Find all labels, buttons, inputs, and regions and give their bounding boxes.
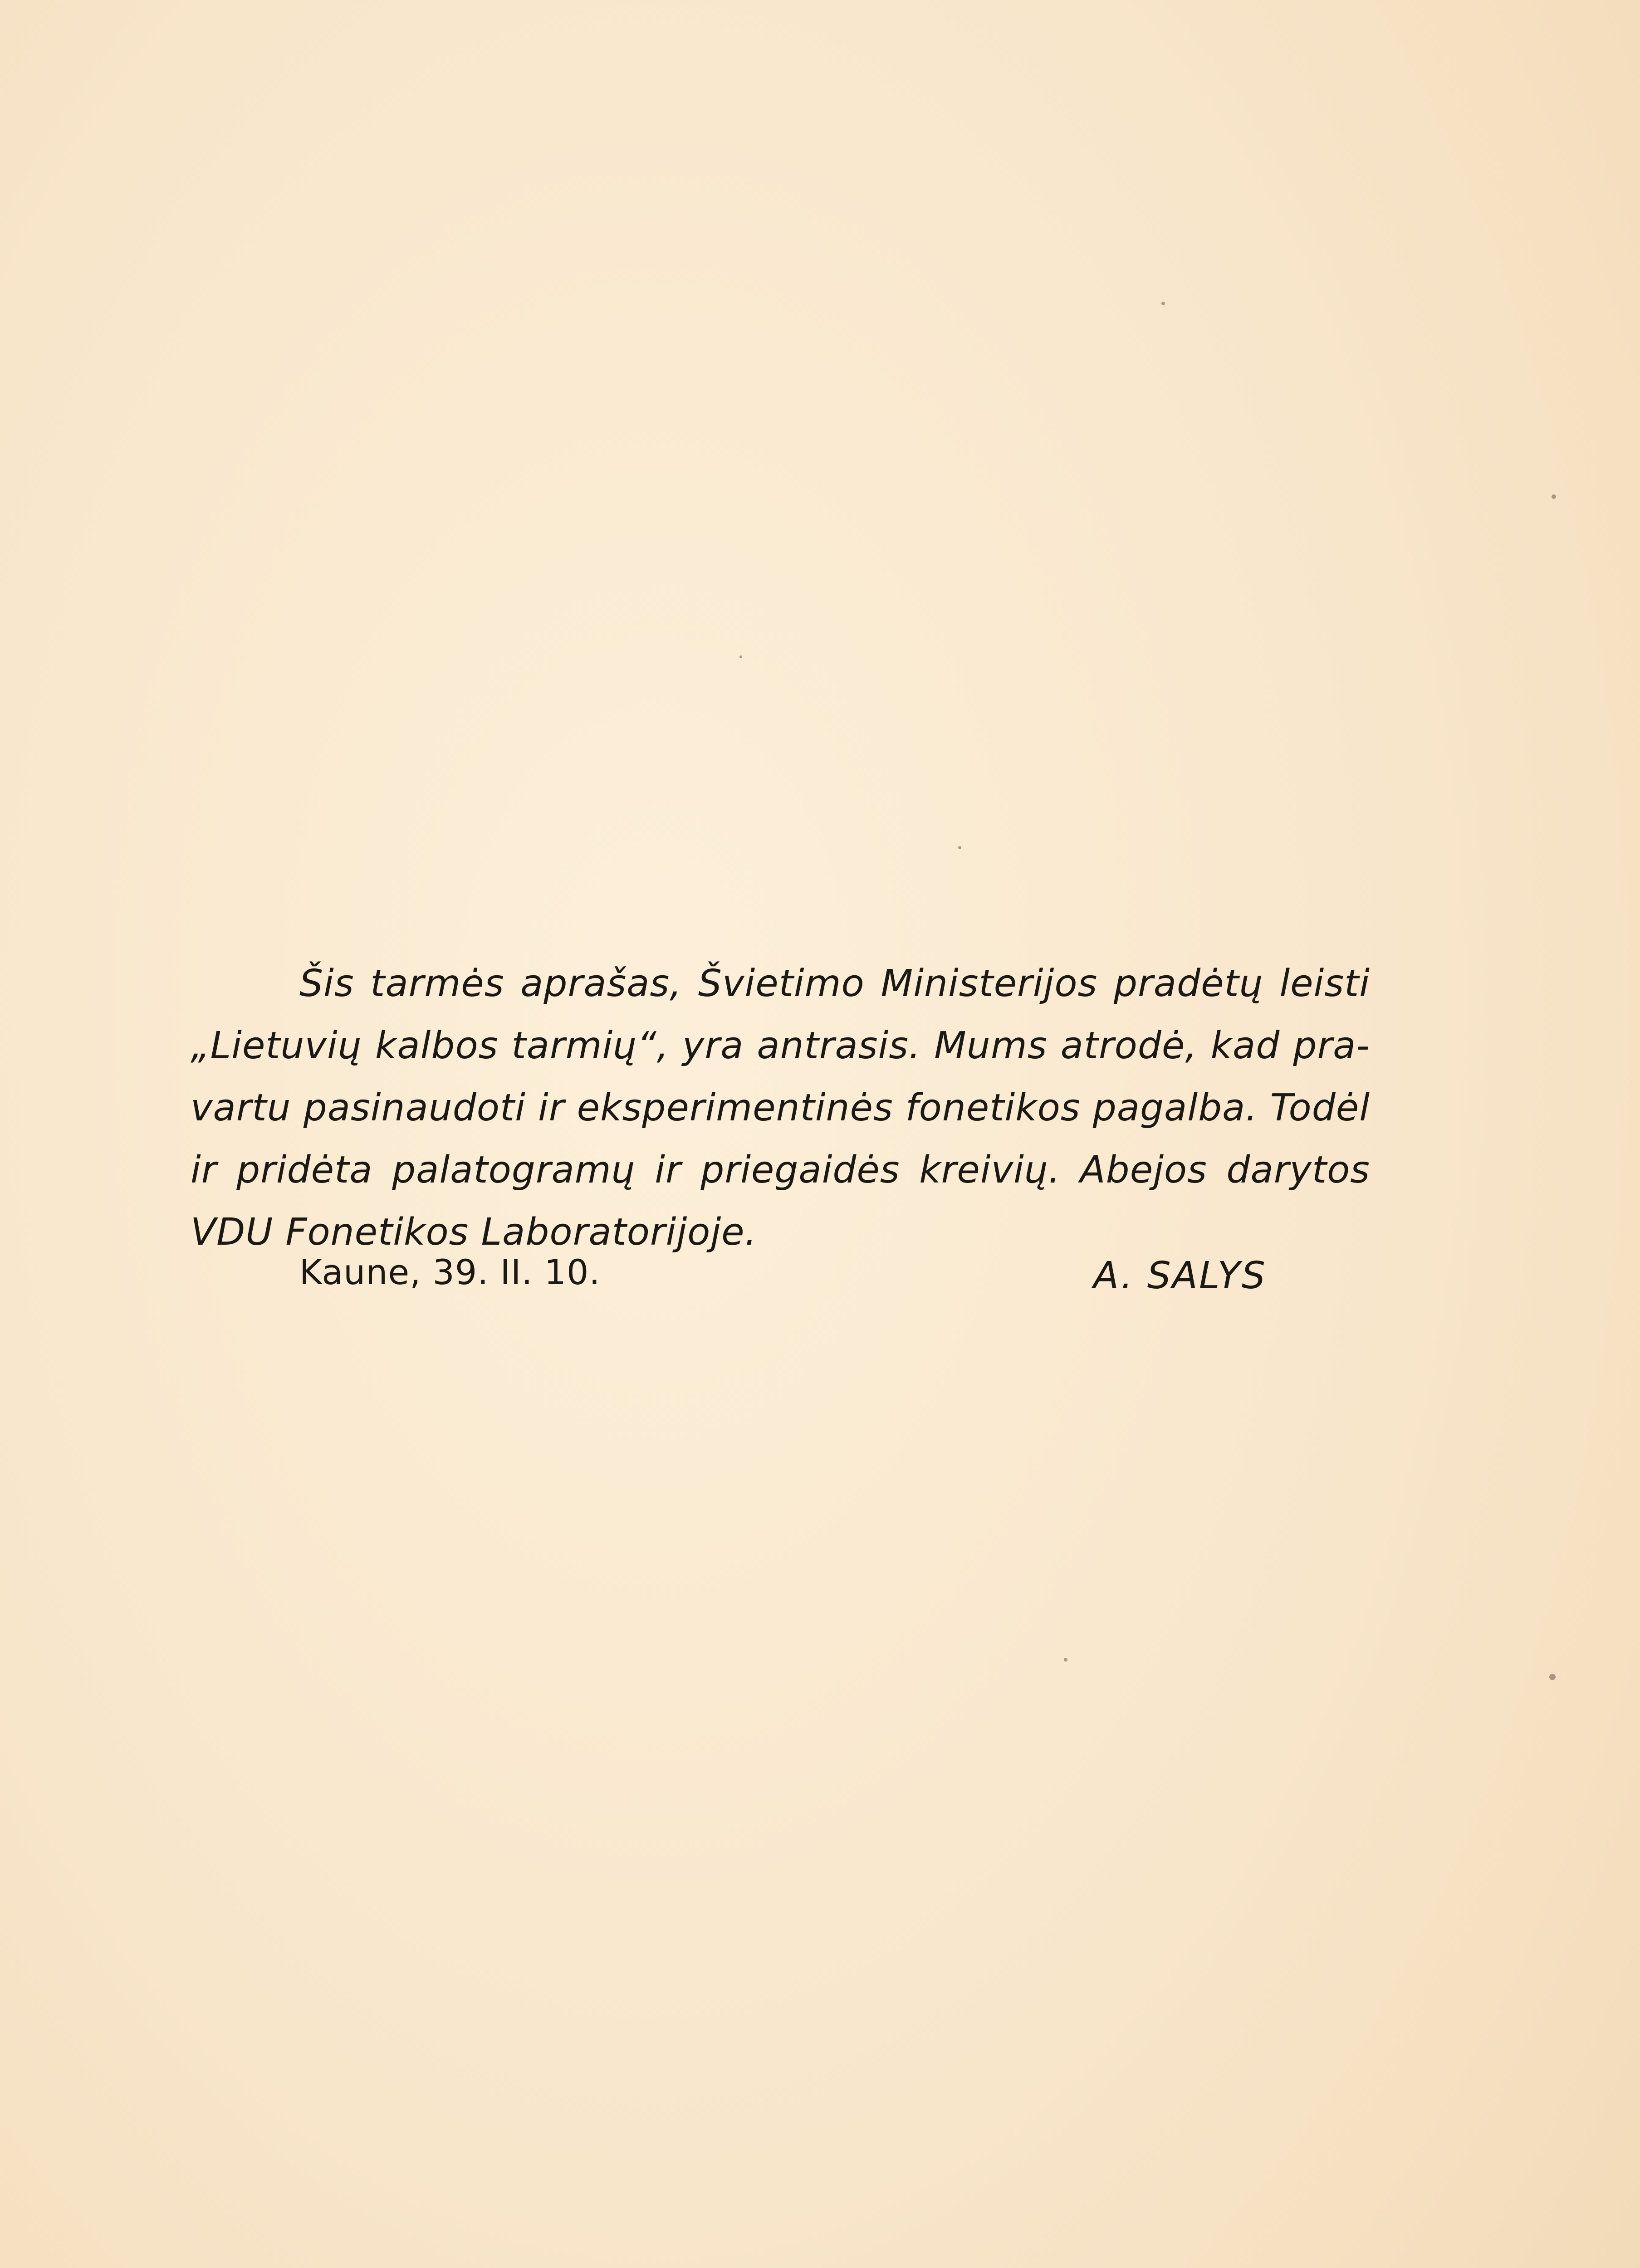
signoff-row <box>0 1243 1640 1302</box>
preface-paragraph <box>191 953 1370 1263</box>
paper-speck <box>1064 1658 1067 1662</box>
paragraph-line: vartu pasinaudoti ir eksperimentinės fonetikos pagalba. Todėl <box>191 1086 1370 1129</box>
paragraph-line: „Lietuvių kalbos tarmių“, yra antrasis. Mums atrodė, kad pra- <box>191 1024 1370 1067</box>
paragraph-line: ir pridėta palatogramų ir priegaidės kreivių. Abejos darytos <box>191 1149 1370 1192</box>
paper-speck <box>958 846 961 849</box>
author-signature: A. SALYS <box>1093 1254 1267 1297</box>
paper-speck <box>1549 1674 1556 1680</box>
paragraph-line: VDU Fonetikos Laboratorijoje. <box>191 1211 757 1254</box>
paper-speck <box>1161 302 1165 305</box>
paragraph-line: Šis tarmės aprašas, Švietimo Ministerijos pradėtų leisti <box>299 962 1370 1005</box>
place-and-date: Kaune, 39. II. 10. <box>299 1252 601 1292</box>
paper-speck <box>1552 494 1556 499</box>
paper-speck <box>739 655 742 658</box>
